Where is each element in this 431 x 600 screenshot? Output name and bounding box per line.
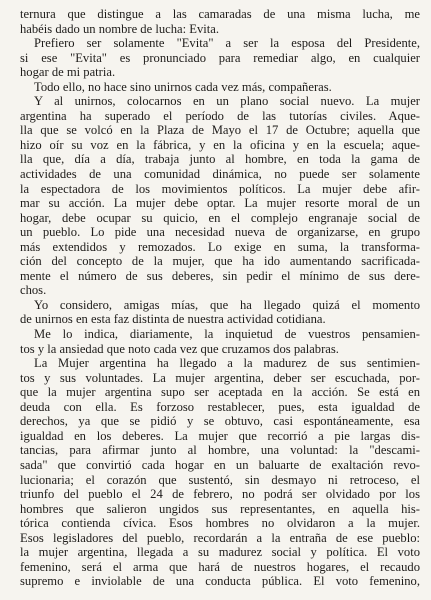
paragraph [20, 36, 420, 80]
text-line: tancias, para afirmar junto al hombre, una voluntad: la "descami- [20, 443, 420, 458]
text-line: mente el número de sus deberes, sin pedir el mínimo de sus dere- [20, 268, 420, 283]
paragraph [20, 327, 420, 356]
text-line: tórica contienda cívica. Esos hombres no olvidaron a la mujer. [20, 516, 420, 531]
text-line: hogar, debe ocupar su quicio, en el complejo engranaje social de [20, 210, 420, 225]
text-line: triunfo del pueblo el 24 de febrero, no podrá ser olvidado por los [20, 487, 420, 502]
text-line: la espectadora de los movimientos políticos. La mujer debe afir- [20, 181, 420, 196]
text-line: tos y la ansiedad que noto cada vez que cruzamos dos palabras. [20, 341, 339, 356]
text-line: habéis dado un nombre de lucha: Evita. [20, 21, 219, 36]
text-line: la mujer argentina, llegada a su madurez social y política. El voto [20, 545, 420, 560]
text-line: La Mujer argentina ha llegado a la madurez de sus sentimien- [34, 356, 420, 371]
paragraph [20, 298, 420, 327]
text-line: hombres que salieron ungidos sus representantes, en aquella his- [20, 501, 420, 516]
document-body-text [20, 7, 420, 589]
text-line: Prefiero ser solamente "Evita" a ser la esposa del Presidente, [34, 36, 420, 51]
text-line: hizo oír su voz en la fábrica, y en la oficina y en la escuela; aque- [20, 137, 420, 152]
text-line: lla que se volcó en la Plaza de Mayo el 17 de Octubre; aquella que [20, 123, 420, 138]
text-line: femenino, será el arma que hará de nuestros hogares, el recaudo [20, 559, 420, 574]
text-line: Me lo indica, diariamente, la inquietud de vuestros pensamien- [34, 327, 420, 342]
text-line: si ese "Evita" es pronunciado para remediar algo, en cualquier [20, 50, 420, 65]
text-line: derechos, ya que se pidió y se obtuvo, casi espontáneamente, esa [20, 414, 420, 429]
text-line: hogar de mi patria. [20, 65, 116, 80]
text-line: lucionaria; el corazón que sustentó, sin desmayo ni retroceso, el [20, 472, 420, 487]
paragraph [20, 356, 420, 589]
text-line: lla que, día a día, trabaja junto al hombre, en toda la gama de [20, 152, 420, 167]
document-page [20, 7, 420, 589]
text-line: igualdad en los deberes. La mujer que recorrió a pie largas dis- [20, 428, 420, 443]
text-line: un pueblo. Lo pide una necesidad nueva de organizarse, en grupo [20, 225, 420, 240]
text-line: Esos legisladores del pueblo, recordarán a la entraña de ese pueblo: [20, 530, 420, 545]
text-line: mar su acción. La mujer debe optar. La mujer resorte moral de un [20, 196, 420, 211]
text-line: chos. [20, 283, 47, 298]
paragraph [20, 80, 420, 95]
text-line: Yo considero, amigas mías, que ha llegado quizá el momento [34, 297, 420, 312]
paragraph [20, 7, 420, 36]
text-line: tos y sus voluntades. La mujer argentina, deber ser escuchada, por- [20, 370, 420, 385]
text-line: ternura que distingue a las camaradas de una misma lucha, me [20, 7, 420, 21]
text-line: ción del concepto de la mujer, que ha ido aumentando sacrificada- [20, 254, 420, 269]
text-line: de unirnos en esta faz distinta de nuestra actividad cotidiana. [20, 312, 326, 327]
text-line: sada" que convirtió cada hogar en un baluarte de exaltación revo- [20, 457, 420, 472]
text-line: actividades de una comunidad dinámica, no puede ser solamente [20, 167, 420, 182]
text-line: argentina ha superado el período de las tutorías civiles. Aque- [20, 108, 420, 123]
text-line: deuda con ella. Es forzoso restablecer, pues, esta igualdad de [20, 399, 420, 414]
text-line: Y al unirnos, colocarnos en un plano social nuevo. La mujer [34, 94, 420, 109]
text-line: supremo e inviolable de una conducta pública. El voto femenino, [20, 574, 420, 589]
text-line: más extendidos y remozados. Lo exige en suma, la transforma- [20, 239, 420, 254]
text-line: Todo ello, no hace sino unirnos cada vez más, compañeras. [34, 79, 332, 94]
text-line: que la mujer argentina supo ser aceptada en la acción. Se está en [20, 385, 420, 400]
paragraph [20, 94, 420, 298]
